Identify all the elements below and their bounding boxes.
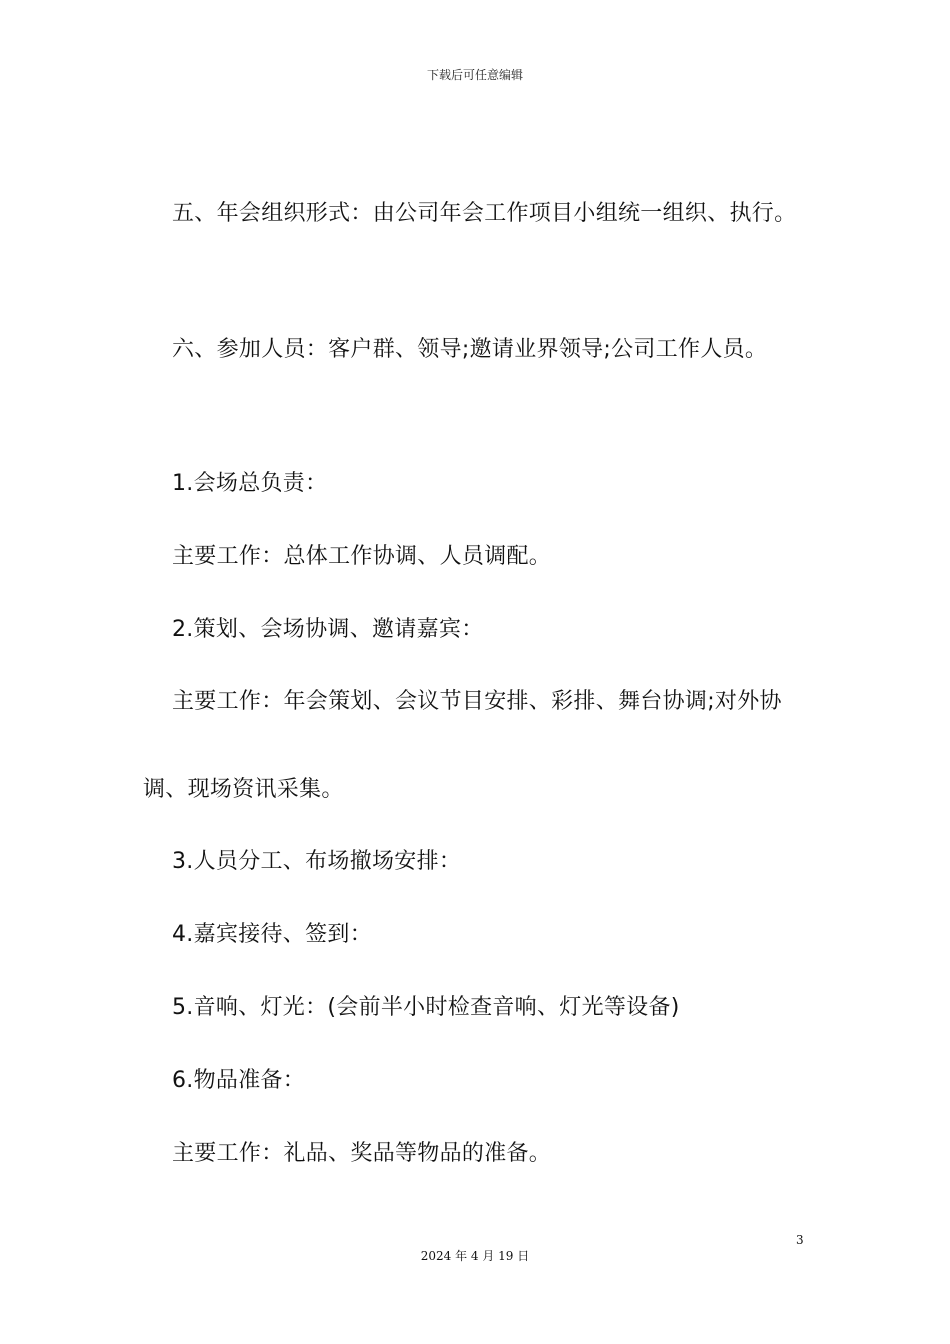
item-supplies: 6.物品准备： bbox=[172, 1068, 306, 1093]
item-planning-duties-line2: 调、现场资讯采集。 bbox=[143, 777, 344, 802]
item-planning: 2.策划、会场协调、邀请嘉宾： bbox=[172, 617, 484, 642]
paragraph-participants: 六、参加人员：客户群、领导;邀请业界领导;公司工作人员。 bbox=[172, 337, 768, 362]
item-audio-lighting: 5.音响、灯光：(会前半小时检查音响、灯光等设备) bbox=[172, 995, 680, 1020]
item-reception: 4.嘉宾接待、签到： bbox=[172, 922, 372, 947]
item-staffing: 3.人员分工、布场撤场安排： bbox=[172, 849, 462, 874]
item-supplies-duties: 主要工作：礼品、奖品等物品的准备。 bbox=[172, 1141, 552, 1166]
item-planning-duties-line1: 主要工作：年会策划、会议节目安排、彩排、舞台协调;对外协 bbox=[172, 689, 782, 714]
page-number: 3 bbox=[796, 1233, 804, 1247]
item-venue-lead: 1.会场总负责： bbox=[172, 471, 328, 496]
item-venue-lead-duties: 主要工作：总体工作协调、人员调配。 bbox=[172, 544, 552, 569]
page-header: 下载后可任意编辑 bbox=[426, 68, 523, 82]
paragraph-organization-form: 五、年会组织形式：由公司年会工作项目小组统一组织、执行。 bbox=[172, 201, 797, 226]
footer-date: 2024 年 4 月 19 日 bbox=[420, 1249, 530, 1263]
